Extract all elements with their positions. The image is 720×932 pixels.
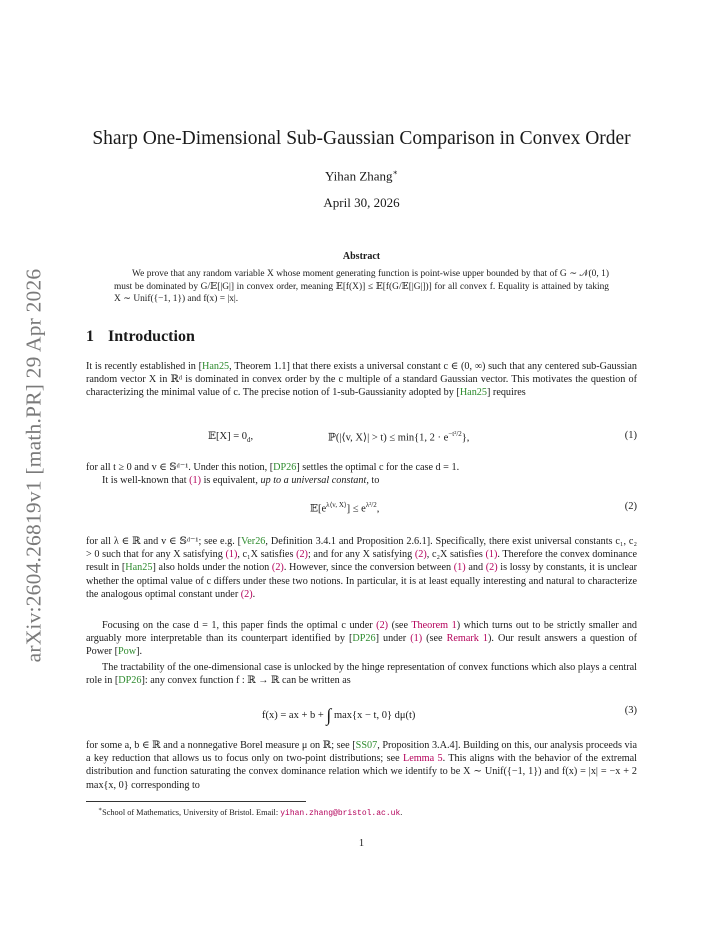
paper-title: Sharp One-Dimensional Sub-Gaussian Comparison in Convex Order bbox=[92, 128, 631, 149]
citation-han25[interactable]: Han25 bbox=[459, 387, 487, 399]
citation-dp26[interactable]: DP26 bbox=[352, 633, 376, 645]
abstract-text: We prove that any random variable X whose moment generating function is point-wise upper bounded by that of G ∼ 𝒩(0, 1) must be dominated by G/𝔼[|G|] in convex order, meaning 𝔼[f(X)] ≤ 𝔼[f(G/𝔼[|G|])] for all convex f. Equality is attained by taking X ∼ Unif({−1, 1}) and f(x) = |x|. bbox=[114, 269, 609, 304]
paragraph-5: Focusing on the case d = 1, this paper finds the optimal c under (2) (see Theorem 1) which turns out to be strictly smaller and arguably more interpretable than its counterpart identified by [DP26] under (1) (see Remark 1). Our result answers a question of Power [Pow]. bbox=[86, 620, 638, 658]
equation-3-number: (3) bbox=[624, 705, 637, 716]
ref-theorem-1[interactable]: Theorem 1 bbox=[411, 620, 457, 631]
equation-2-number: (2) bbox=[624, 501, 637, 512]
equation-3-expression: f(x) = ax + b + ∫ max{x − t, 0} dμ(t) bbox=[262, 705, 416, 725]
section-number: 1 bbox=[86, 328, 94, 345]
footnote: ∗School of Mathematics, University of Bristol. Email: yihan.zhang@bristol.ac.uk. bbox=[98, 807, 403, 818]
author bbox=[86, 168, 637, 184]
ref-eq-1[interactable]: (1) bbox=[410, 633, 423, 645]
ref-eq-1[interactable]: (1) bbox=[225, 549, 238, 561]
ref-eq-1[interactable]: (1) bbox=[189, 475, 202, 486]
ref-lemma-5[interactable]: Lemma 5 bbox=[402, 753, 443, 765]
ref-eq-2[interactable]: (2) bbox=[240, 588, 253, 600]
section-heading-introduction bbox=[86, 328, 195, 346]
author-name: Yihan Zhang bbox=[325, 168, 393, 184]
citation-han25[interactable]: Han25 bbox=[201, 361, 230, 372]
footnote-rule bbox=[86, 801, 306, 802]
equation-2-expression: $𝔼[e^{\lambda⟨v, X⟩}] \le e^{\lambda^2/2}$, bbox=[310, 501, 380, 515]
citation-han25[interactable]: Han25 bbox=[125, 562, 153, 574]
equation-1-rhs: ℙ(|⟨v, X⟩| > t) ≤ min{1, $2 \cdot e^{-t^2/2}$}, bbox=[328, 430, 470, 444]
citation-ver26[interactable]: Ver26 bbox=[241, 536, 266, 547]
equation-1-number: (1) bbox=[624, 430, 637, 441]
paragraph-2: for all t ≥ 0 and v ∈ 𝕊ᵈ⁻¹. Under this notion, [DP26] settles the optimal c for the case d = 1. bbox=[86, 462, 460, 473]
author-email-link[interactable]: yihan.zhang@bristol.ac.uk bbox=[280, 808, 401, 818]
paragraph-6: The tractability of the one-dimensional case is unlocked by the hinge representation of convex functions which also plays a central role in [DP26]: any convex function f : ℝ → ℝ can be written as bbox=[86, 662, 637, 687]
paragraph-7: for some a, b ∈ ℝ and a nonnegative Borel measure μ on ℝ; see [SS07, Proposition 3.A.4]. Building on this, our analysis proceeds via a key reduction that allows us to focus only on two-point distributions; see Lemma 5. This aligns with the behavior of the extremal distribution and function saturating the convex dominance relation which we identify to be X ∼ Unif({−1, 1}) and f(x) = |x| = −x + 2 max{x, 0} corresponding to bbox=[86, 740, 638, 791]
equation-1 bbox=[86, 430, 637, 448]
paragraph-3: It is well-known that (1) is equivalent, up to a universal constant, to bbox=[102, 475, 380, 486]
page-number: 1 bbox=[358, 838, 365, 849]
arxiv-id: arXiv:2604.26819v1 [math.PR] 29 Apr 2026 bbox=[21, 268, 46, 662]
citation-dp26[interactable]: DP26 bbox=[118, 675, 142, 687]
arxiv-sidebar-stamp bbox=[19, 245, 49, 685]
equation-1-lhs: 𝔼[X] = $0_d$, bbox=[208, 431, 254, 445]
equation-2 bbox=[86, 501, 637, 519]
ref-eq-2[interactable]: (2) bbox=[376, 620, 389, 631]
citation-pow[interactable]: Pow bbox=[117, 646, 137, 658]
citation-dp26[interactable]: DP26 bbox=[273, 462, 297, 473]
ref-eq-2[interactable]: (2) bbox=[296, 549, 308, 561]
ref-eq-2[interactable]: (2) bbox=[271, 562, 284, 574]
ref-eq-2[interactable]: (2) bbox=[414, 549, 427, 561]
footnote-mark: ∗ bbox=[98, 807, 103, 813]
paragraph-1: It is recently established in [Han25, Theorem 1.1] that there exists a universal constant c ∈ (0, ∞) such that any centered sub-Gaussian random vector X in ℝᵈ is dominated in convex order by the c multiple of a standard Gaussian vector. This motivates the question of characterizing the minimal value of c. The precise notion of 1-sub-Gaussianity adopted by [Han25] requires bbox=[86, 361, 637, 399]
ref-remark-1[interactable]: Remark 1 bbox=[446, 633, 488, 645]
author-footnote-mark[interactable]: ∗ bbox=[392, 168, 398, 177]
section-title: Introduction bbox=[108, 328, 195, 345]
ref-eq-1[interactable]: (1) bbox=[453, 562, 466, 574]
ref-eq-2[interactable]: (2) bbox=[485, 562, 498, 574]
paragraph-4: for all λ ∈ ℝ and v ∈ 𝕊ᵈ⁻¹; see e.g. [Ver26, Definition 3.4.1 and Proposition 2.6.1]. Specifically, there exist universal constants c₁, c₂ > 0 such that for any X satisfying (1), c₁X satisfies (2); and for any X satisfying (2), c₂X satisfies (1). Therefore the convex dominance result in [Han25] also holds under the notion (2). However, since the conversion between (1) and (2) is lossy by constants, it is unclear whether the optimal value of c differs under these two notions. In particular, it is at least equally interesting and natural to characterize the analogous optimal constant under (2). bbox=[86, 536, 637, 600]
ref-eq-1[interactable]: (1) bbox=[485, 549, 498, 561]
citation-ss07[interactable]: SS07 bbox=[355, 740, 378, 751]
abstract-heading: Abstract bbox=[342, 251, 381, 262]
equation-3 bbox=[86, 701, 637, 725]
paper-date: April 30, 2026 bbox=[323, 195, 400, 210]
